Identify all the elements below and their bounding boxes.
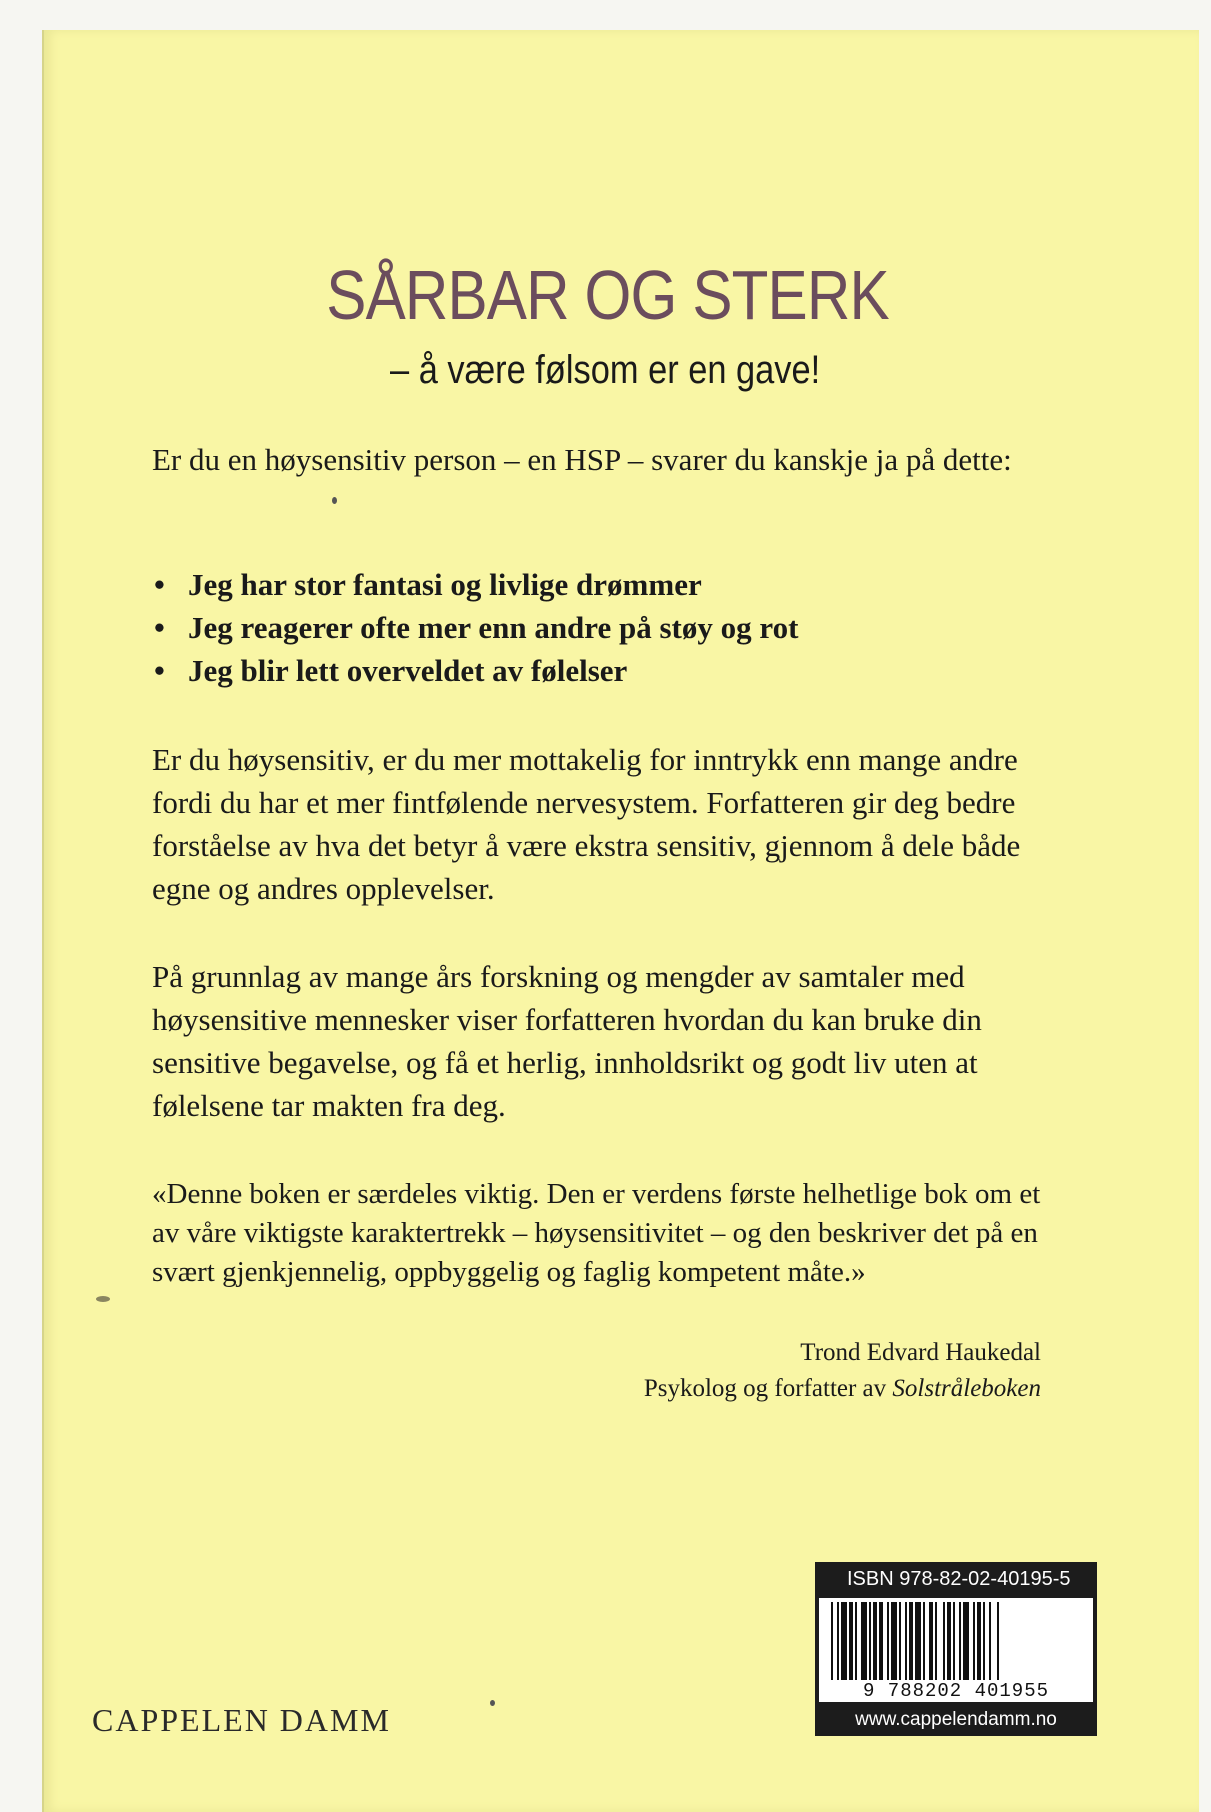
barcode-bar: [947, 1602, 951, 1680]
barcode-bar: [909, 1602, 913, 1680]
barcode-bar: [915, 1602, 921, 1680]
list-item: [152, 606, 1052, 649]
barcode-bar: [873, 1602, 877, 1680]
list-item-text: Jeg reagerer ofte mer enn andre på støy og rot: [188, 610, 799, 645]
quote-author: Trond Edvard Haukedal: [800, 1339, 1041, 1366]
barcode-bar: [831, 1602, 833, 1680]
dust-speck: [490, 1700, 495, 1706]
barcode-bar: [997, 1602, 999, 1680]
publisher-logo: CAPPELEN DAMM: [92, 1702, 391, 1738]
barcode-bar: [977, 1602, 981, 1680]
quote-author-role: Psykolog og forfatter av: [643, 1375, 887, 1402]
publisher-website: www.cappelendamm.no: [855, 1709, 1057, 1730]
isbn-label: ISBN 978-82-02-40195-5: [847, 1568, 1071, 1590]
barcode-bar: [943, 1602, 945, 1680]
barcode-bar: [959, 1602, 961, 1680]
barcode-bar: [929, 1602, 933, 1680]
description-paragraph-1: Er du høysensitiv, er du mer mottakelig for inntrykk enn mange andre fordi du har et mer fintfølende nervesystem. Forfatteren gir deg bedre forståelse av hva det betyr å være ekstra sensitiv, gjennom å dele både egne og andres opplevelser.: [152, 742, 1021, 906]
review-quote: «Denne boken er særdeles viktig. Den er verdens første helhetlige bok om et av våre viktigste karaktertrekk – høysensitivitet – og den beskriver det på en svært gjenkjennelig, oppbyggelig og faglig kompetent måte.»: [152, 1178, 1041, 1288]
barcode-bar: [887, 1602, 889, 1680]
dust-speck: [96, 1296, 110, 1302]
bullet-icon: •: [154, 610, 165, 645]
barcode-bar: [973, 1602, 975, 1680]
description-paragraph-2: På grunnlag av mange års forskning og mengder av samtaler med høysensitive mennesker viser forfatteren hvordan du kan bruke din sensitive begavelse, og få et herlig, innholdsrikt og godt liv uten at følelsene tar makten fra deg.: [152, 959, 982, 1123]
barcode-bar: [953, 1602, 955, 1680]
barcode-bar: [923, 1602, 925, 1680]
book-subtitle: – å være følsom er en gave!: [390, 348, 821, 392]
list-item: [152, 563, 1052, 606]
quote-book-title: Solstråleboken: [892, 1375, 1041, 1402]
barcode-bar: [905, 1602, 907, 1680]
barcode-bar: [869, 1602, 871, 1680]
intro-text: Er du en høysensitiv person – en HSP – svarer du kanskje ja på dette:: [152, 442, 1012, 477]
barcode-bar: [879, 1602, 883, 1680]
bullet-icon: •: [154, 567, 165, 602]
barcode-bar: [935, 1602, 937, 1680]
quote-attribution: [644, 1335, 1041, 1407]
barcode-bar: [861, 1602, 867, 1680]
barcode-bar: [855, 1602, 857, 1680]
barcode-bar: [989, 1602, 991, 1680]
trait-list: [152, 563, 1052, 692]
book-title: SÅRBAR OG STERK: [326, 256, 889, 334]
quote-author-role-line: [644, 1371, 1041, 1407]
bullet-icon: •: [154, 653, 165, 688]
barcode: [819, 1598, 1093, 1702]
barcode-bar: [841, 1602, 847, 1680]
barcode-block: [815, 1562, 1097, 1736]
dust-speck: [332, 497, 337, 504]
list-item-text: Jeg har stor fantasi og livlige drømmer: [188, 567, 702, 602]
barcode-number: 9 788202 401955: [819, 1680, 1093, 1702]
list-item: [152, 649, 1052, 692]
barcode-bar: [983, 1602, 985, 1680]
barcode-bar: [837, 1602, 839, 1680]
barcode-bar: [891, 1602, 897, 1680]
barcode-bar: [899, 1602, 901, 1680]
list-item-text: Jeg blir lett overveldet av følelser: [188, 653, 628, 688]
barcode-bar: [849, 1602, 853, 1680]
barcode-bar: [963, 1602, 969, 1680]
